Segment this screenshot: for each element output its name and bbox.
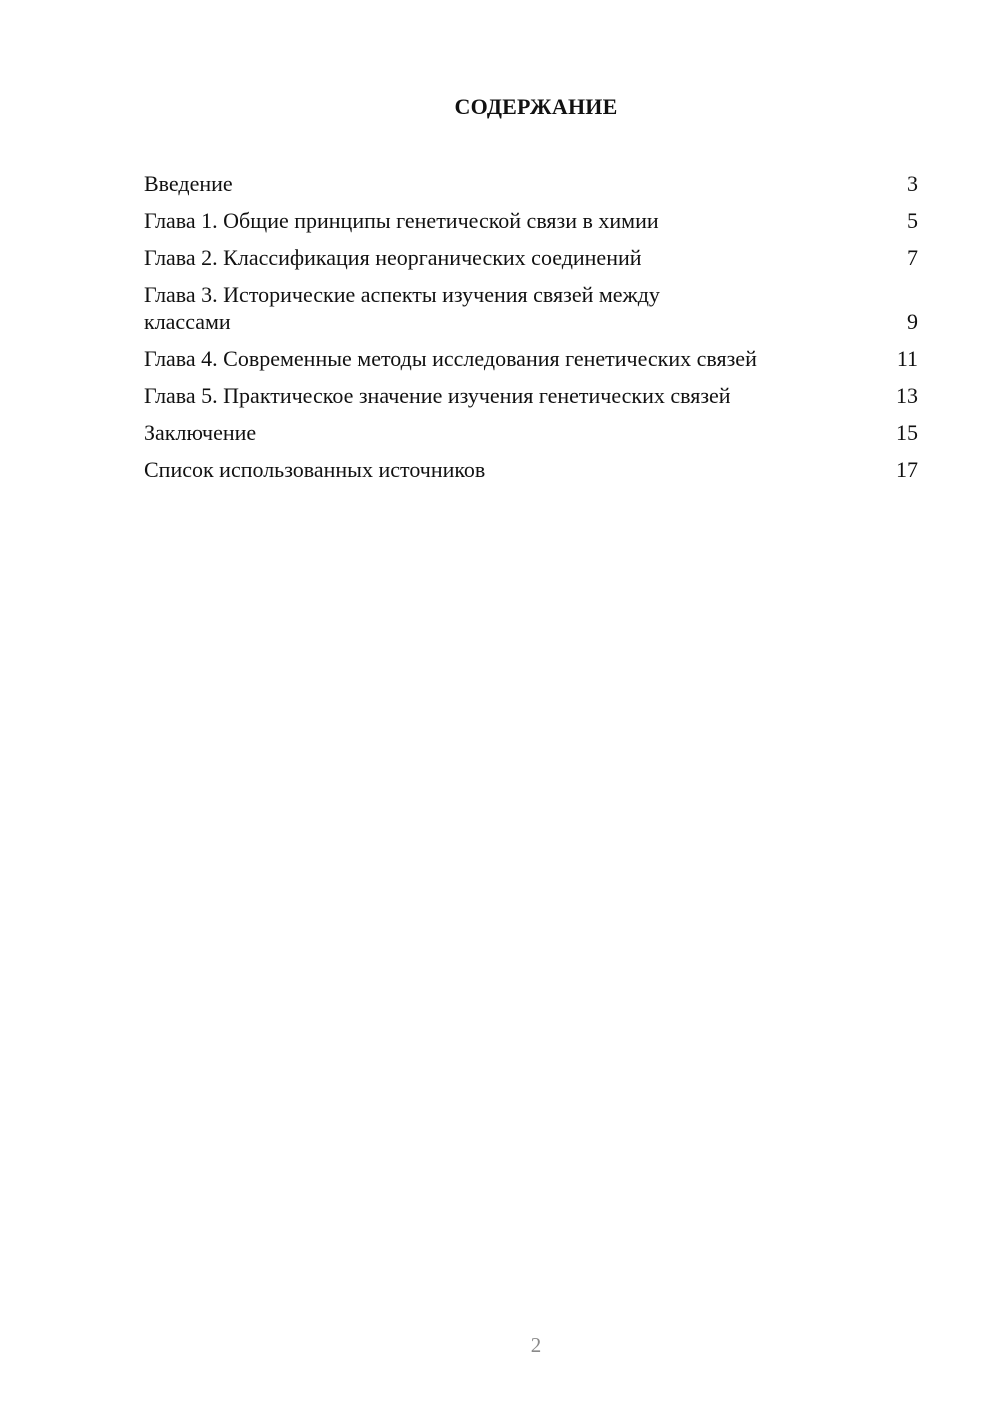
toc-entry-introduction <box>144 170 918 197</box>
toc-entry-page: 17 <box>896 457 918 482</box>
toc-entry-text: Глава 5. Практическое значение изучения генетических связей <box>144 383 731 408</box>
toc-entry-text: Введение <box>144 171 233 196</box>
toc-entry-text: Глава 4. Современные методы исследования генетических связей <box>144 346 757 371</box>
toc-entry-text: Заключение <box>144 420 257 445</box>
toc-entry-page: 9 <box>907 309 918 334</box>
page-number: 2 <box>530 1333 542 1357</box>
toc-entry-chapter-2 <box>144 244 918 271</box>
toc-entry-page: 11 <box>896 346 918 371</box>
toc-entry-text: Глава 3. Исторические аспекты изучения связей между классами <box>144 282 660 334</box>
toc-entry-text: Глава 2. Классификация неорганических соединений <box>144 245 642 270</box>
toc-entry-conclusion <box>144 419 918 446</box>
toc-entry-chapter-3 <box>144 281 918 335</box>
toc-entry-text: Глава 1. Общие принципы генетической связи в химии <box>144 208 659 233</box>
toc-entry-page: 5 <box>907 208 918 233</box>
toc-entry-chapter-5 <box>144 382 918 409</box>
toc-entry-text: Список использованных источников <box>144 457 486 482</box>
toc-entry-page: 13 <box>896 383 918 408</box>
toc-entry-page: 7 <box>907 245 918 270</box>
toc-title: СОДЕРЖАНИЕ <box>454 94 618 119</box>
toc-entry-page: 3 <box>907 171 918 196</box>
toc-entry-chapter-1 <box>144 207 918 234</box>
table-of-contents <box>144 170 918 493</box>
toc-entry-page: 15 <box>896 420 918 445</box>
toc-entry-references <box>144 456 918 483</box>
toc-entry-chapter-4 <box>144 345 918 372</box>
